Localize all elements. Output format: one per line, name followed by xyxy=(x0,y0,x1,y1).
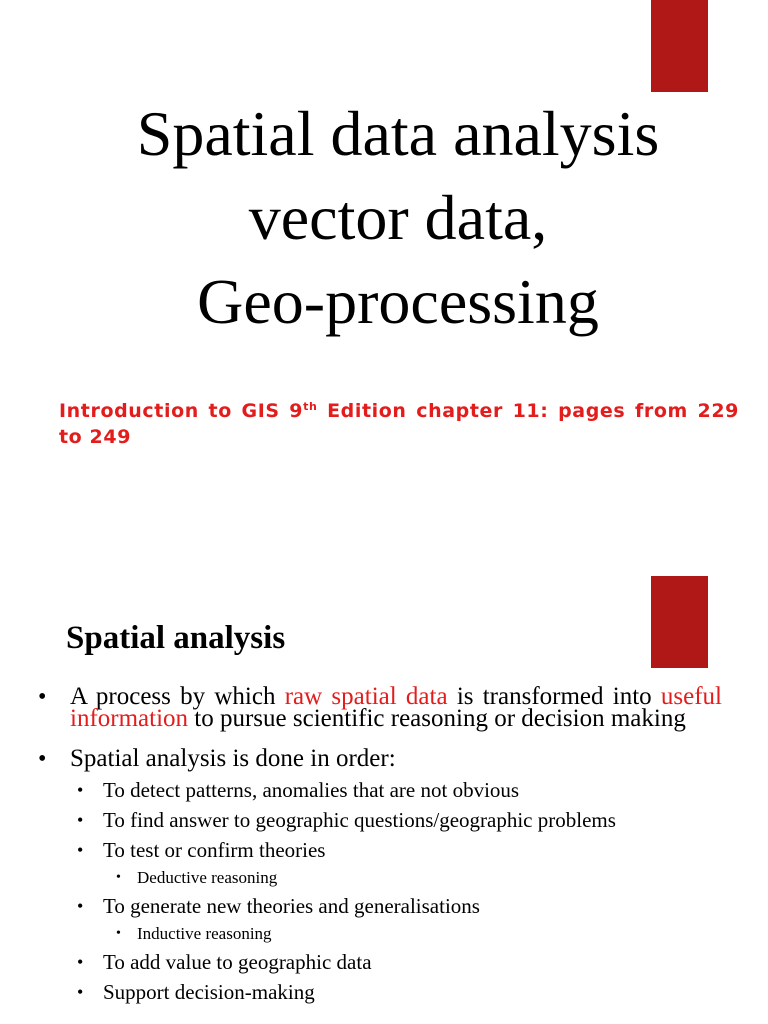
title-line-2: vector data, xyxy=(248,182,548,253)
highlight-raw-spatial-data: raw spatial data xyxy=(284,683,448,710)
accent-bar-bottom xyxy=(651,576,708,668)
bullet-list xyxy=(38,683,723,1004)
title-line-1: Spatial data analysis xyxy=(136,98,660,169)
reference-text-start: Introduction to GIS 9 xyxy=(59,400,304,422)
title-line-3: Geo-processing xyxy=(197,266,599,337)
reference-text-end: Edition chapter 11: pages from 229 to 249 xyxy=(59,400,739,448)
accent-bar-top xyxy=(651,0,708,92)
definition-text-c: to pursue scientific reasoning or decision making xyxy=(188,705,686,732)
bullet-definition xyxy=(38,683,723,732)
sub-bullet-find-answer: • To find answer to geographic questions/geographic problems xyxy=(38,808,722,832)
definition-text-a: A process by which xyxy=(70,683,285,710)
sub-bullet-test-theories: • To test or confirm theories xyxy=(38,838,722,862)
sub-sub-bullet-deductive: • Deductive reasoning xyxy=(38,868,722,888)
slide2-title: Spatial analysis xyxy=(66,620,286,656)
reference-superscript: th xyxy=(303,400,318,413)
bullet-purpose: • Spatial analysis is done in order: xyxy=(38,748,722,770)
sub-bullet-decision-making: • Support decision-making xyxy=(38,980,722,1004)
definition-text-b: is transformed into xyxy=(447,683,661,710)
sub-bullet-generate-theories: • To generate new theories and generalisations xyxy=(38,894,722,918)
highlight-useful-information: useful information xyxy=(70,683,723,732)
sub-bullet-add-value: • To add value to geographic data xyxy=(38,950,722,974)
sub-sub-bullet-inductive: • Inductive reasoning xyxy=(38,924,722,944)
reference-note xyxy=(59,398,739,450)
sub-bullet-detect-patterns: • To detect patterns, anomalies that are not obvious xyxy=(38,778,722,802)
slide1-title xyxy=(40,92,756,344)
